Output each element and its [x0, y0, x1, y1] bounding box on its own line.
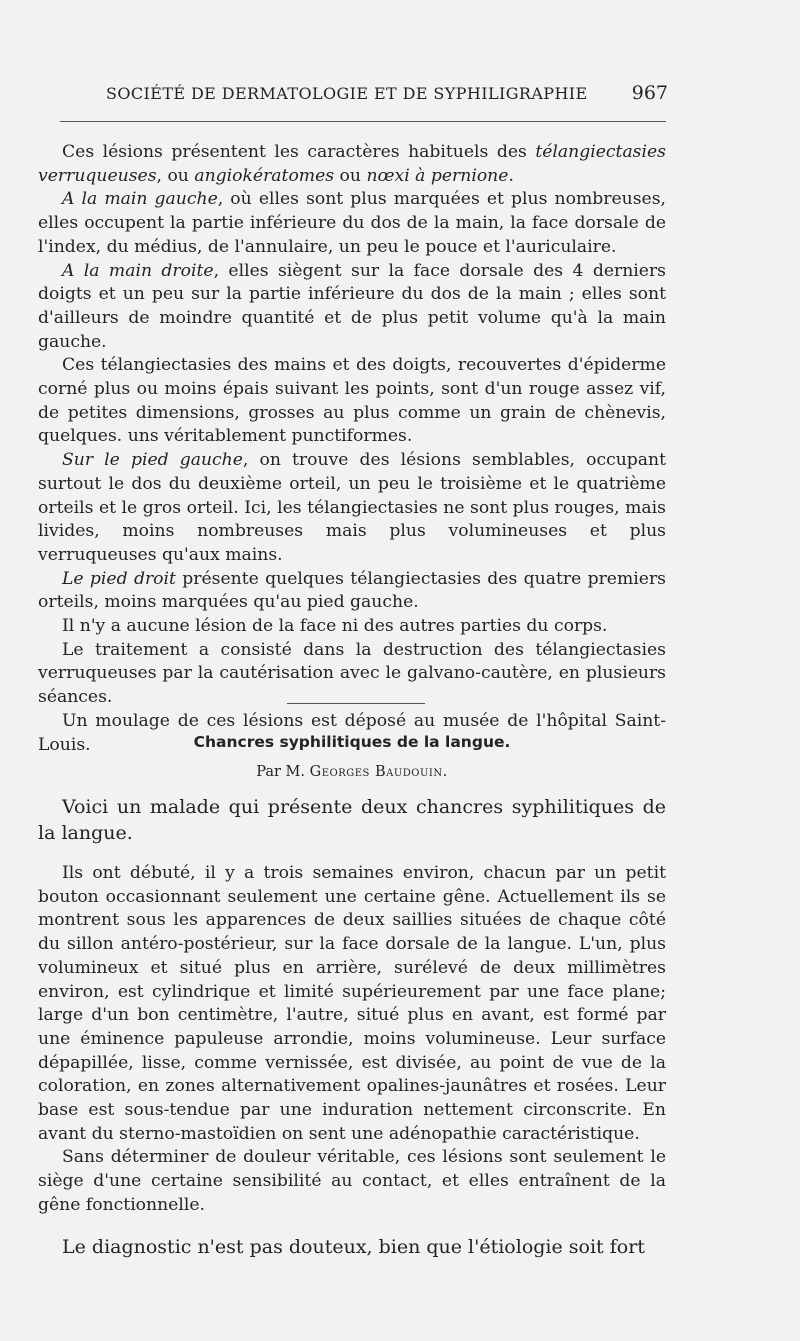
header-rule: [60, 121, 666, 122]
section-separator: [287, 703, 425, 704]
paragraph-2: A la main gauche, où elles sont plus marquées et plus nombreuses, elles occupent la partie inférieure du dos de la main, la face dorsale de l'index, du médius, de l'annulaire, un peu le pouce et l'auriculaire.: [38, 189, 666, 257]
paragraph-1: Ces lésions présentent les caractères habituels des télangiectasies verruqueuses, ou angiokératomes ou nœxi à pernione.: [38, 142, 666, 186]
body-lower: [38, 794, 666, 1260]
page-number: 967: [631, 82, 668, 104]
paragraph-5: Sur le pied gauche, on trouve des lésions semblables, occupant surtout le dos du deuxième orteil, un peu le troisième et le quatrième orteils et le gros orteil. Ici, les télangiectasies ne sont plus rouges, mais livides, moins nombreuses mais plus volumineuses et plus verruqueuses qu'aux mains.: [38, 450, 666, 565]
body-upper: [38, 141, 666, 757]
paragraph-6: Le pied droit présente quelques télangiectasies des quatre premiers orteils, moins marquées qu'au pied gauche.: [38, 568, 666, 613]
paragraph-12: Sans déterminer de douleur véritable, ces lésions sont seulement le siège d'une certaine sensibilité au contact, et elles entraînent de la gêne fonctionnelle.: [38, 1147, 666, 1215]
page-header: [106, 84, 668, 112]
paragraph-13: Le diagnostic n'est pas douteux, bien que l'étiologie soit fort: [62, 1235, 645, 1258]
paragraph-4: Ces télangiectasies des mains et des doigts, recouvertes d'épiderme corné plus ou moins épais suivant les points, sont d'un rouge assez vif, de petites dimensions, grosses au plus comme un grain de chènevis, quelques. uns véritablement punctiformes.: [38, 355, 666, 447]
author-name: Georges Baudouin.: [309, 764, 448, 780]
byline: Par M. Georges Baudouin.: [256, 764, 448, 780]
paragraph-3: A la main droite, elles siègent sur la face dorsale des 4 derniers doigts et un peu sur la partie inférieure du dos de la main ; elles sont d'ailleurs de moindre quantité et de plus petit volume qu'à la main gauche.: [38, 260, 666, 352]
section-title: Chancres syphilitiques de la langue.: [193, 733, 511, 751]
paragraph-7: Il n'y a aucune lésion de la face ni des autres parties du corps.: [62, 616, 608, 637]
running-title: SOCIÉTÉ DE DERMATOLOGIE ET DE SYPHILIGRAPHIE: [106, 84, 588, 103]
paragraph-10: Voici un malade qui présente deux chancres syphilitiques de la langue.: [38, 796, 666, 844]
paragraph-11: Ils ont débuté, il y a trois semaines environ, chacun par un petit bouton occasionnant seulement une certaine gêne. Actuellement ils se montrent sous les apparences de deux saillies situées de chaque côté du sillon antéro-postérieur, sur la face dorsale de la langue. L'un, plus volumineux et situé plus en arrière, surélevé de deux millimètres environ, est cylindrique et limité supérieurement par une face plane; large d'un bon centimètre, l'autre, situé plus en avant, est formé par une éminence papuleuse arrondie, moins volumineuse. Leur surface dépapillée, lisse, comme vernissée, est divisée, au point de vue de la coloration, en zones alternativement opalines-jaunâtres et rosées. Leur base est sous-tendue par une induration nettement circonscrite. En avant du sterno-mastoïdien on sent une adénopathie caractéristique.: [38, 863, 666, 1144]
paragraph-9: Un moulage de ces lésions est déposé au musée de l'hôpital Saint-Louis.: [38, 710, 666, 755]
paragraph-8: Le traitement a consisté dans la destruction des télangiectasies verruqueuses par la cautérisation avec le galvano-cautère, en plusieurs séances.: [38, 639, 666, 708]
